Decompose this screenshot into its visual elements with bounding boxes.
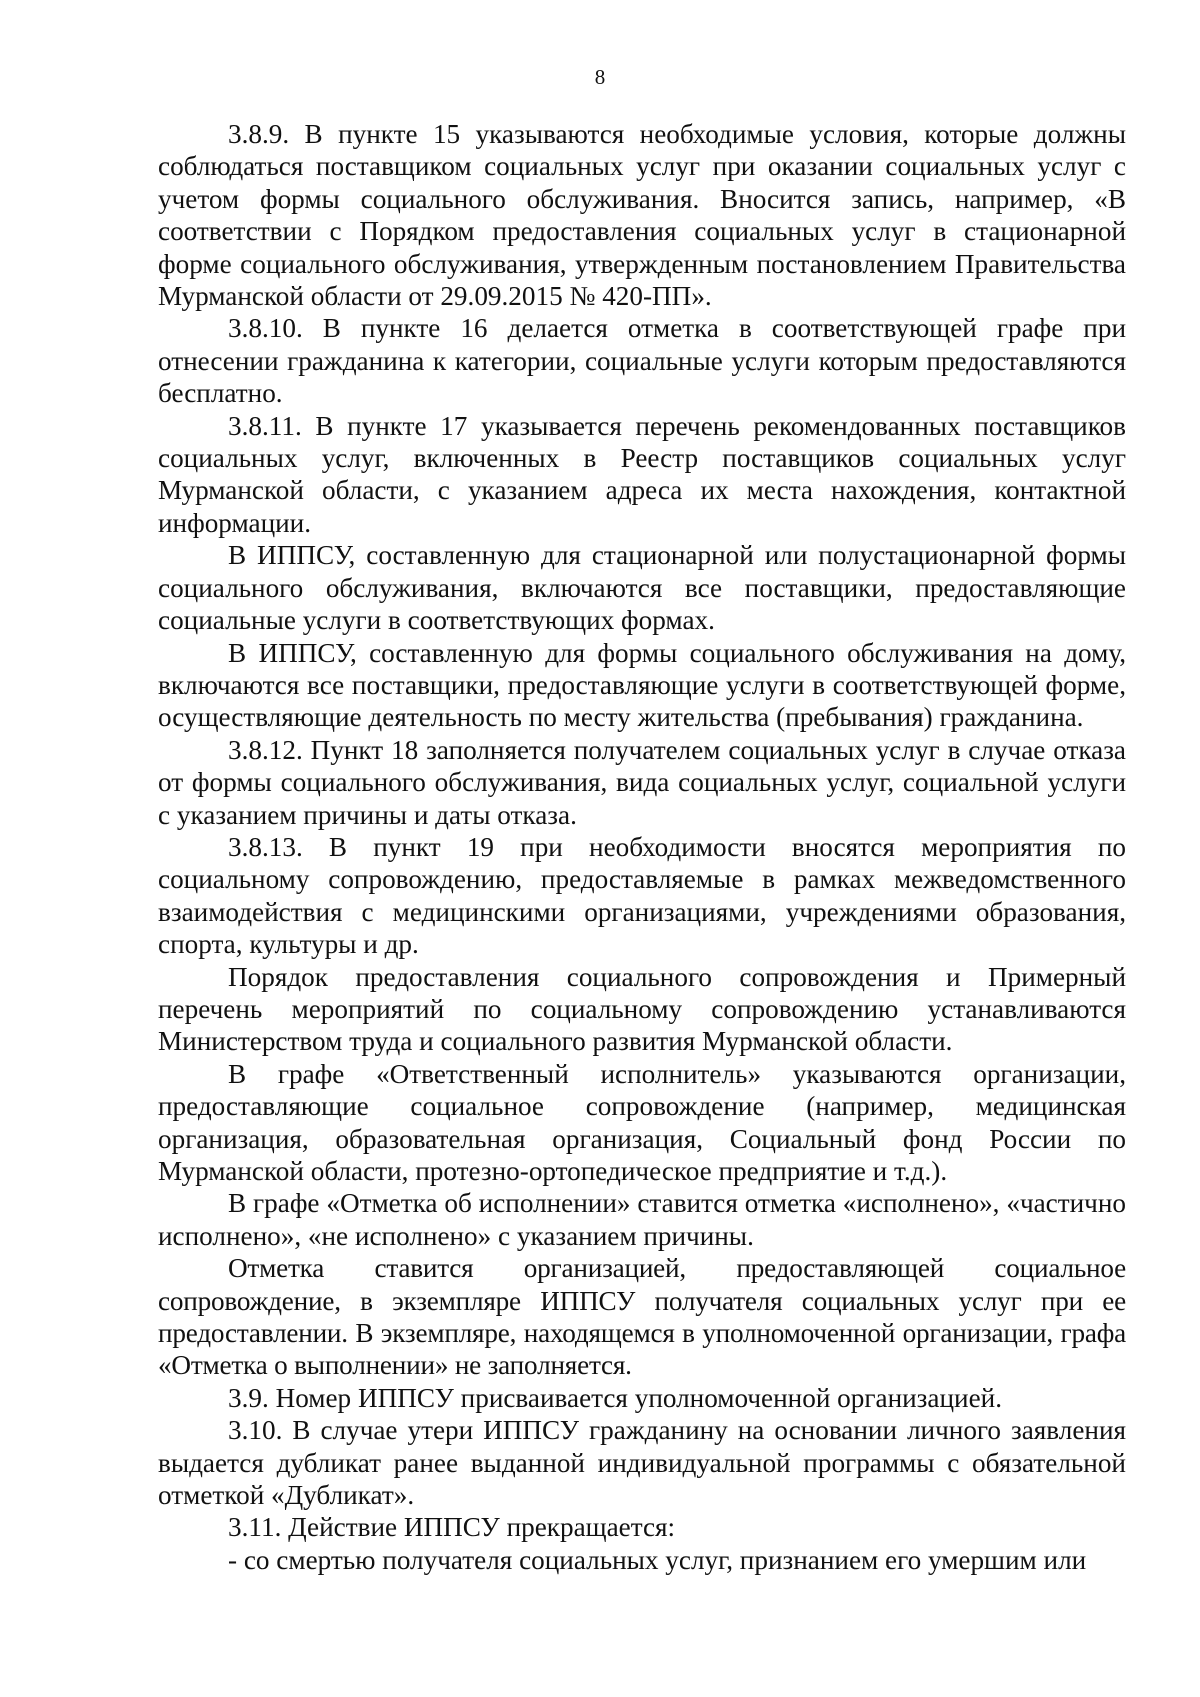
paragraph-execution-mark: В графе «Отметка об исполнении» ставится отметка «исполнено», «частично исполнено», «не исполнено» с указанием причины. — [158, 1188, 1126, 1251]
paragraph-3-8-13: 3.8.13. В пункт 19 при необходимости вносятся мероприятия по социальному сопровождению, предоставляемые в рамках межведомственного взаимодействия с медицинскими организациями, учреждениями образования, спорта, культуры и др. — [158, 831, 1126, 960]
document-body — [158, 118, 1126, 1576]
page-number: 8 — [594, 65, 606, 89]
paragraph-support-procedure: Порядок предоставления социального сопровождения и Примерный перечень мероприятий по социальному сопровождению устанавливаются Министерством труда и социального развития Мурманской области. — [158, 961, 1126, 1057]
paragraph-3-8-9: 3.8.9. В пункте 15 указываются необходимые условия, которые должны соблюдаться поставщиком социальных услуг при оказании социальных услуг с учетом формы социального обслуживания. Вносится запись, например, «В соответствии с Порядком предоставления социальных услуг в стационарной форме социального обслуживания, утвержденным постановлением Правительства Мурманской области от 29.09.2015 № 420-ПП». — [158, 119, 1126, 312]
paragraph-responsible-executor: В графе «Ответственный исполнитель» указываются организации, предоставляющие социальное сопровождение (например, медицинская организация, образовательная организация, Социальный фонд России по Мурманской области, протезно-ортопедическое предприятие и т.д.). — [158, 1058, 1126, 1186]
paragraph-3-8-11: 3.8.11. В пункте 17 указывается перечень рекомендованных поставщиков социальных услуг, включенных в Реестр поставщиков социальных услуг Мурманской области, с указанием адреса их места нахождения, контактной информации. — [158, 410, 1126, 538]
paragraph-3-8-10: 3.8.10. В пункте 16 делается отметка в соответствующей графе при отнесении гражданина к категории, социальные услуги которым предоставляются бесплатно. — [158, 313, 1126, 409]
paragraph-termination-death: - со смертью получателя социальных услуг, признанием его умершим или — [228, 1544, 1087, 1575]
paragraph-3-11: 3.11. Действие ИППСУ прекращается: — [228, 1512, 676, 1543]
paragraph-home-forms: В ИППСУ, составленную для формы социального обслуживания на дому, включаются все поставщики, предоставляющие услуги в соответствующей форме, осуществляющие деятельность по месту жительства (пребывания) гражданина. — [158, 637, 1126, 733]
paragraph-3-9: 3.9. Номер ИППСУ присваивается уполномоченной организацией. — [228, 1382, 1002, 1413]
paragraph-3-10: 3.10. В случае утери ИППСУ гражданину на основании личного заявления выдается дубликат ранее выданной индивидуальной программы с обязательной отметкой «Дубликат». — [158, 1415, 1126, 1511]
paragraph-3-8-12: 3.8.12. Пункт 18 заполняется получателем социальных услуг в случае отказа от формы социального обслуживания, вида социальных услуг, социальной услуги с указанием причины и даты отказа. — [158, 734, 1126, 830]
paragraph-stationary-forms: В ИППСУ, составленную для стационарной или полустационарной формы социального обслуживания, включаются все поставщики, предоставляющие социальные услуги в соответствующих формах. — [158, 540, 1126, 636]
paragraph-mark-placement: Отметка ставится организацией, предоставляющей социальное сопровождение, в экземпляре ИППСУ получателя социальных услуг при ее предоставлении. В экземпляре, находящемся в уполномоченной организации, графа «Отметка о выполнении» не заполняется. — [158, 1253, 1126, 1381]
